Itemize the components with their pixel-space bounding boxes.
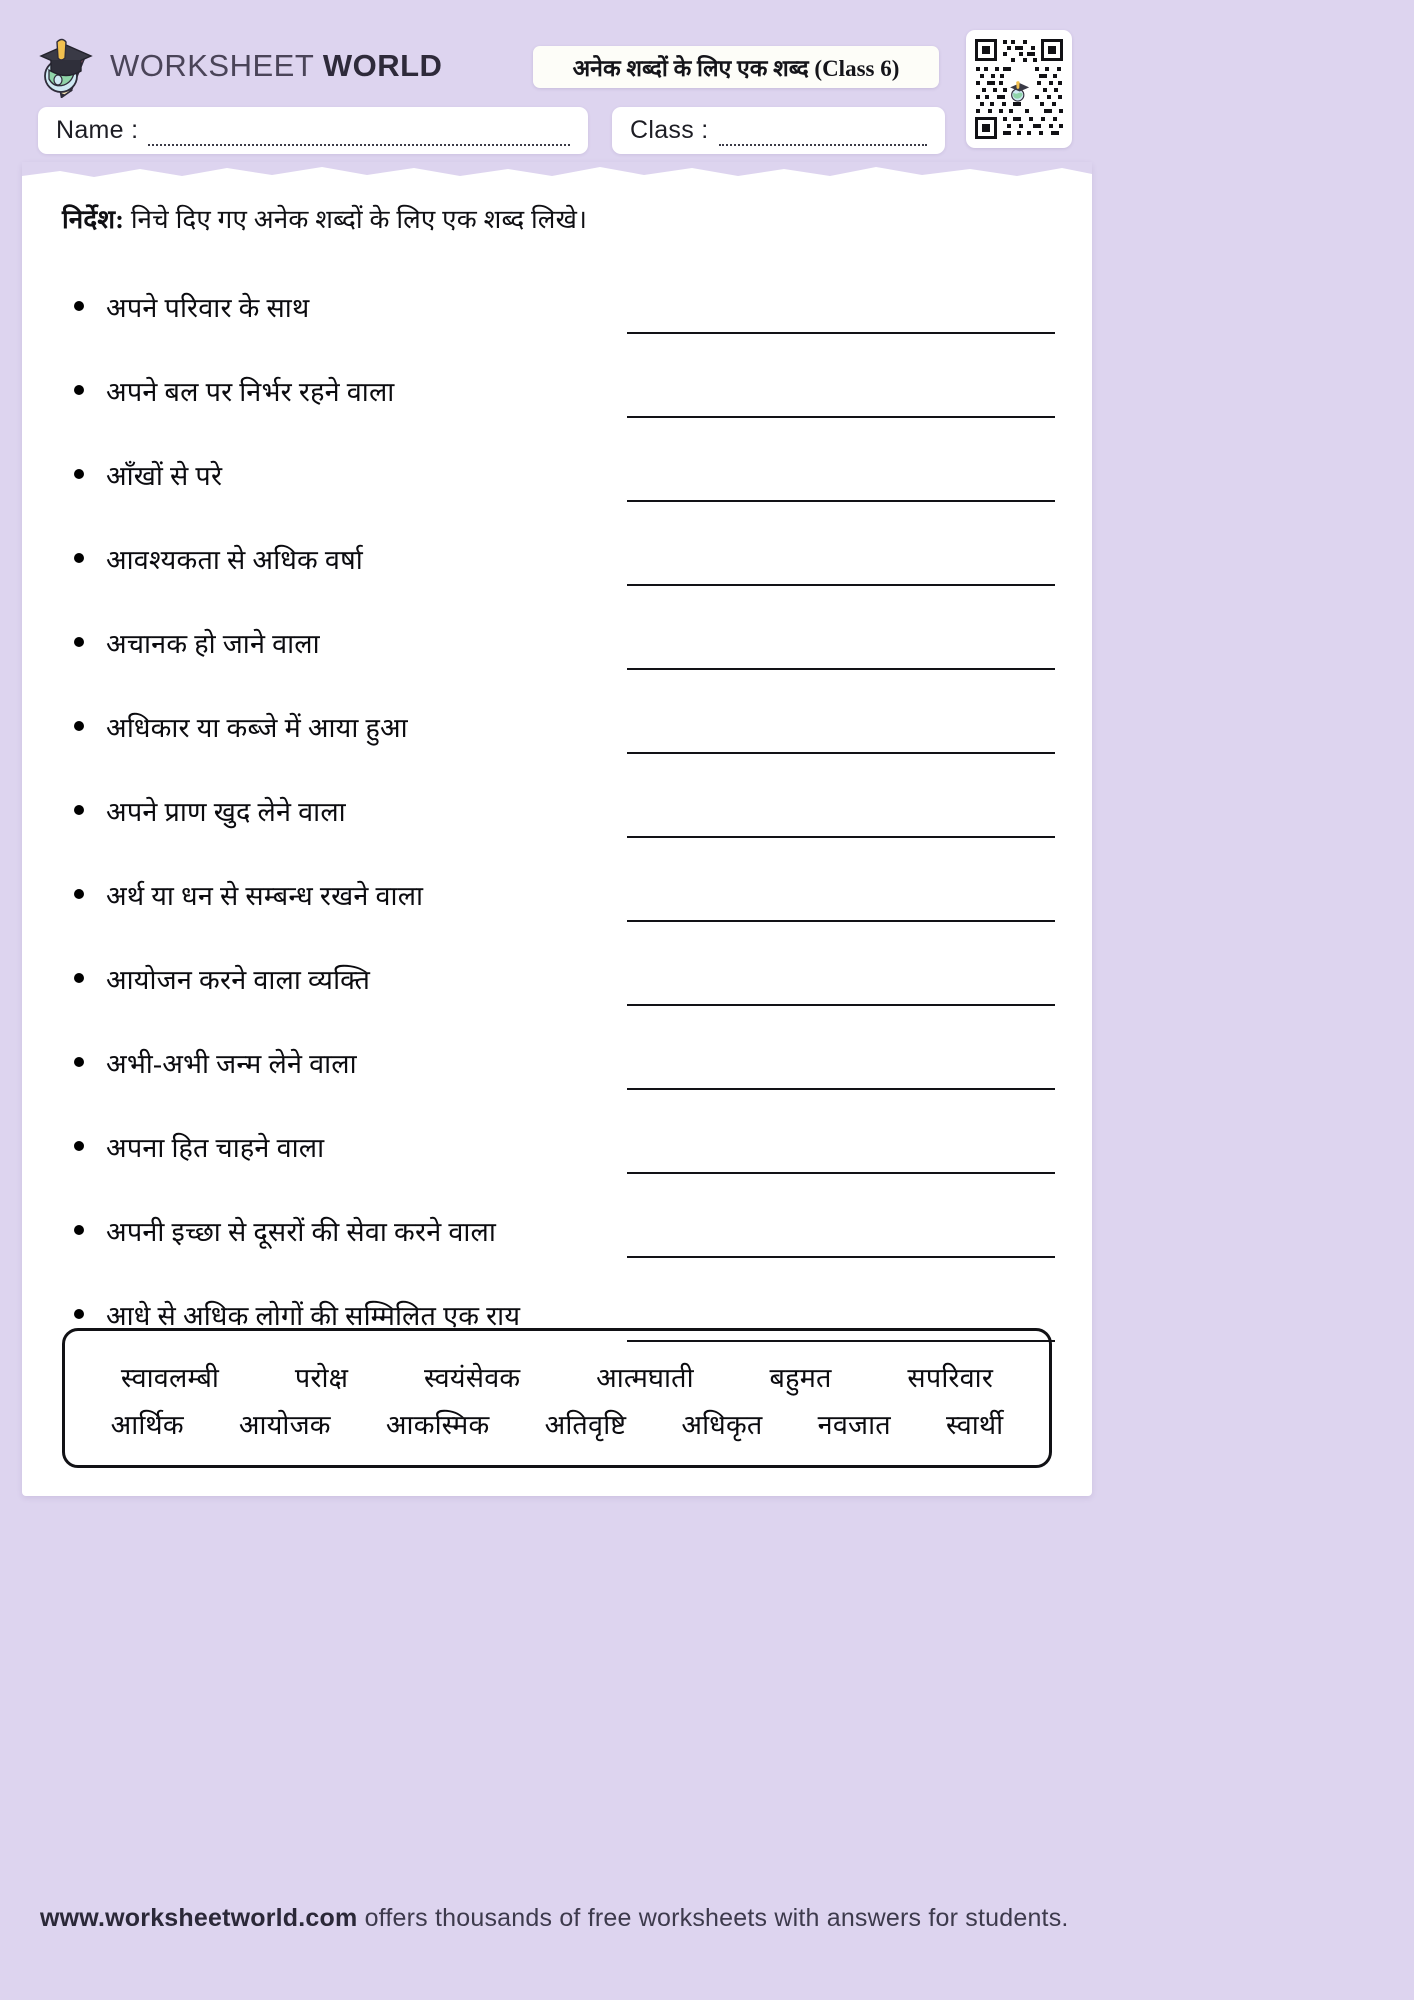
brand-name-light: WORKSHEET [110,48,314,83]
word-bank-item: आत्मघाती [596,1363,694,1393]
word-bank-item: सपरिवार [907,1363,994,1393]
answer-blank[interactable] [627,500,1055,502]
worksheet-title-badge [533,46,939,88]
qr-code-icon [973,37,1065,141]
instruction-prefix: निर्देश: [62,205,125,234]
bullet-icon [74,805,84,815]
brand-logo-group [38,34,442,98]
question-row [52,264,1062,348]
question-text: आवश्यकता से अधिक वर्षा [106,544,363,575]
word-bank-item: आयोजक [238,1410,331,1440]
question-text: अपने परिवार के साथ [106,292,310,323]
question-row [52,768,1062,852]
question-text: अपनी इच्छा से दूसरों की सेवा करने वाला [106,1216,497,1247]
name-field-label: Name : [56,116,139,144]
instruction-text: निचे दिए गए अनेक शब्दों के लिए एक शब्द लिखे। [130,205,588,234]
answer-blank[interactable] [627,668,1055,670]
answer-blank[interactable] [627,836,1055,838]
bullet-icon [74,1309,84,1319]
page-header [0,0,1414,168]
answer-blank[interactable] [627,416,1055,418]
question-row [52,516,1062,600]
answer-blank[interactable] [627,1088,1055,1090]
word-bank-item: आर्थिक [110,1410,184,1440]
question-row [52,936,1062,1020]
answer-blank[interactable] [627,1004,1055,1006]
name-field-input[interactable] [148,129,570,146]
answer-blank[interactable] [627,752,1055,754]
word-bank [62,1328,1052,1468]
question-row [52,348,1062,432]
answer-blank[interactable] [627,1172,1055,1174]
bullet-icon [74,973,84,983]
bullet-icon [74,889,84,899]
qr-code-box[interactable] [966,30,1072,148]
question-text: आँखों से परे [106,460,223,491]
graduation-cap-globe-pencil-icon [38,34,96,98]
question-row [52,432,1062,516]
instruction-line [62,200,587,236]
word-bank-item: स्वावलम्बी [120,1363,220,1393]
torn-paper-edge [22,162,1092,188]
answer-blank[interactable] [627,920,1055,922]
question-row [52,600,1062,684]
answer-blank[interactable] [627,1256,1055,1258]
brand-name [110,48,442,84]
question-row [52,852,1062,936]
class-field-label: Class : [630,116,709,144]
worksheet-sheet [22,162,1092,1496]
bullet-icon [74,1057,84,1067]
answer-blank[interactable] [627,584,1055,586]
word-bank-item: स्वयंसेवक [423,1363,521,1393]
word-bank-item: अधिकृत [681,1410,763,1440]
question-text: अधिकार या कब्जे में आया हुआ [106,712,408,743]
page-title: अनेक शब्दों के लिए एक शब्द (Class 6) [572,56,900,81]
question-text: अपने प्राण खुद लेने वाला [106,796,346,827]
question-text: अचानक हो जाने वाला [106,628,320,659]
word-bank-item: स्वार्थी [946,1410,1004,1440]
question-text: अभी-अभी जन्म लेने वाला [106,1048,357,1079]
question-text: अपना हित चाहने वाला [106,1132,325,1163]
question-text: अपने बल पर निर्भर रहने वाला [106,376,395,407]
bullet-icon [74,469,84,479]
bullet-icon [74,1225,84,1235]
question-text: आयोजन करने वाला व्यक्ति [106,964,371,995]
question-text: अर्थ या धन से सम्बन्ध रखने वाला [106,880,424,911]
bullet-icon [74,301,84,311]
word-bank-item: बहुमत [769,1363,832,1393]
brand-name-bold: WORLD [322,48,443,83]
bullet-icon [74,1141,84,1151]
footer-site-url[interactable]: www.worksheetworld.com [40,1904,358,1932]
word-bank-item: आकस्मिक [385,1410,490,1440]
bullet-icon [74,721,84,731]
question-text: आधे से अधिक लोगों की सम्मिलित एक राय [106,1300,521,1331]
question-row [52,684,1062,768]
word-bank-row [83,1405,1031,1442]
answer-blank[interactable] [627,332,1055,334]
question-row [52,1020,1062,1104]
page-footer [0,1890,1414,2000]
question-row [52,1104,1062,1188]
bullet-icon [74,637,84,647]
bullet-icon [74,553,84,563]
name-field[interactable] [38,107,588,154]
class-field[interactable] [612,107,945,154]
question-row [52,1188,1062,1272]
word-bank-item: परोक्ष [294,1363,349,1393]
bullet-icon [74,385,84,395]
word-bank-item: अतिवृष्टि [544,1410,627,1440]
footer-tagline [40,1904,1069,1933]
word-bank-row [83,1358,1031,1395]
word-bank-item: नवजात [817,1410,891,1440]
question-list [52,264,1062,1356]
class-field-input[interactable] [719,129,927,146]
footer-tagline-text: offers thousands of free worksheets with answers for students. [357,1904,1069,1932]
